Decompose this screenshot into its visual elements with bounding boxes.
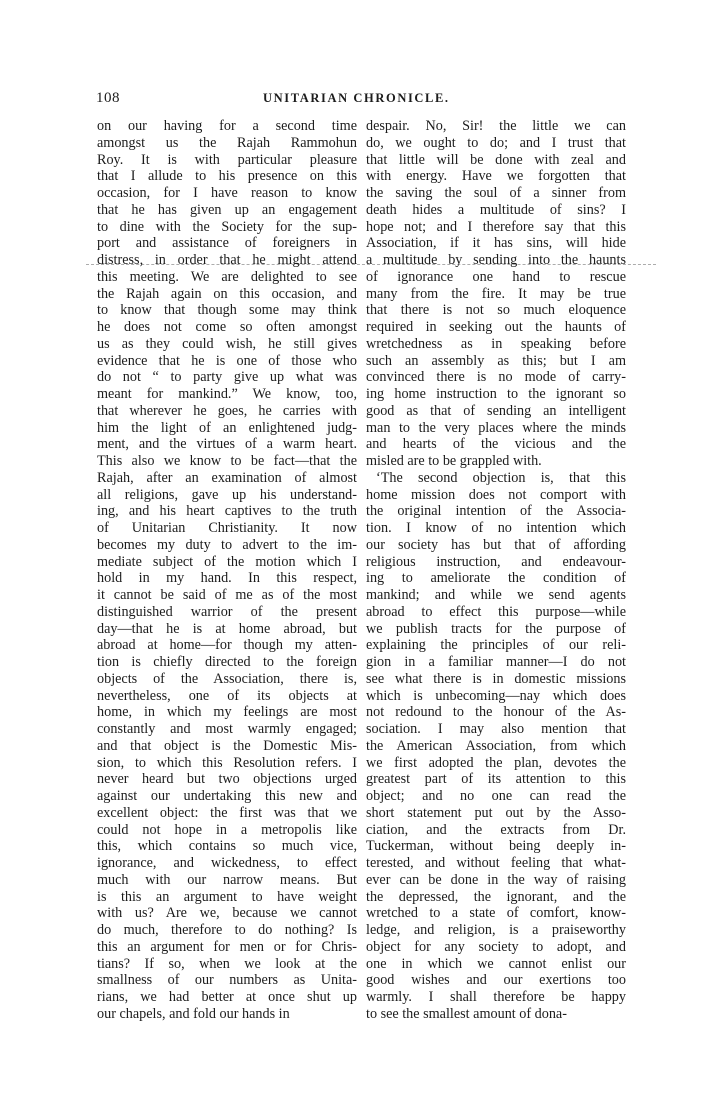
text-line: smallness of our numbers as Unita- (97, 972, 357, 989)
text-line: the American Association, from which (366, 737, 626, 754)
text-line: amongst us the Rajah Rammohun (97, 134, 357, 151)
text-line: Roy. It is with particular pleasure (97, 151, 357, 168)
text-line: much with our narrow means. But (97, 871, 357, 888)
text-line: never heard but two objections urged (97, 771, 357, 788)
text-line: man to the very places where the minds (366, 419, 626, 436)
text-line: do not “ to party give up what was (97, 369, 357, 386)
text-line: abroad to effect this purpose—while (366, 603, 626, 620)
text-line: ledge, and religion, is a praiseworthy (366, 922, 626, 938)
text-line: occasion, for I have reason to know (97, 185, 357, 201)
text-line: is this an argument to have weight (97, 888, 357, 905)
running-title: UNITARIAN CHRONICLE. (263, 91, 450, 105)
text-line: good as that of sending an intelligent (366, 402, 626, 419)
text-line: tion is chiefly directed to the foreign (97, 654, 357, 670)
text-line: home mission does not comport with (366, 486, 626, 503)
text-line: many from the fire. It may be true (366, 285, 626, 302)
text-line: not redound to the honour of the As- (366, 704, 626, 721)
text-line: becomes my duty to advert to the im- (97, 536, 357, 553)
text-line: of Unitarian Christianity. It now (97, 520, 357, 536)
text-line: to see the smallest amount of dona- (366, 1005, 567, 1022)
text-line: nevertheless, one of its objects at (97, 687, 357, 704)
text-line: excellent object: the first was that we (97, 804, 357, 821)
text-line: the Rajah again on this occasion, and (97, 285, 357, 302)
text-line: it cannot be said of me as of the most (97, 587, 357, 603)
text-line: gion in a familiar manner—I do not (366, 654, 626, 670)
text-line: constantly and most warmly engaged; (97, 721, 357, 737)
text-line: our society has but that of affording (366, 536, 626, 553)
text-line: to know that though some may think (97, 302, 357, 319)
text-line: objects of the Association, there is, (97, 670, 357, 687)
text-line: Tuckerman, without being deeply in- (366, 838, 626, 855)
text-line: ing home instruction to the ignorant so (366, 386, 626, 402)
left-column (97, 118, 357, 1023)
text-line: the saving the soul of a sinner from (366, 185, 626, 201)
text-line: ignorance, and wickedness, to effect (97, 855, 357, 871)
text-line: mediate subject of the motion which I (97, 553, 357, 570)
text-line: day—that he is at home abroad, but (97, 620, 357, 637)
text-line: ciation, and the extracts from Dr. (366, 821, 626, 838)
text-line: do much, therefore to do nothing? Is (97, 922, 357, 938)
text-line: religious instruction, and endeavour- (366, 553, 626, 570)
text-line: port and assistance of foreigners in (97, 235, 357, 252)
text-line: rians, we had better at once shut up (97, 989, 357, 1005)
text-line: This also we know to be fact—that the (97, 453, 357, 469)
right-column (366, 118, 626, 1023)
text-line: on our having for a second time (97, 118, 357, 134)
text-line: explaining the principles of our reli- (366, 637, 626, 654)
text-line: wretchedness as in speaking before (366, 335, 626, 352)
text-line: one in which we cannot enlist our (366, 955, 626, 972)
text-line: greatest part of its attention to this (366, 771, 626, 788)
text-line: with us? Are we, because we cannot (97, 905, 357, 922)
text-line: ing, and his heart captives to the truth (97, 503, 357, 520)
text-line: the original intention of the Associa- (366, 503, 626, 520)
text-line: death hides a multitude of sins? I (366, 201, 626, 218)
text-line: see what there is in domestic missions (366, 670, 626, 687)
text-line: home, in which my feelings are most (97, 704, 357, 721)
text-line: good wishes and our exertions too (366, 972, 626, 989)
text-line: ing to ameliorate the condition of (366, 570, 626, 587)
text-line: and hearts of the vicious and the (366, 436, 626, 453)
text-line: that wherever he goes, he carries with (97, 402, 357, 419)
text-line: hope not; and I therefore say that this (366, 218, 626, 235)
text-line: sociation. I may also mention that (366, 721, 626, 737)
text-line: terested, and without feeling that what- (366, 855, 626, 871)
text-line: abroad at home—for though my atten- (97, 637, 357, 654)
text-line: to dine with the Society for the sup- (97, 218, 357, 235)
text-line: required in seeking out the haunts of (366, 319, 626, 335)
text-line: which is unbecoming—nay which does (366, 687, 626, 704)
text-line: mankind; and while we send agents (366, 587, 626, 603)
text-line: meant for mankind.” We know, too, (97, 386, 357, 402)
text-line: despair. No, Sir! the little we can (366, 118, 626, 134)
text-line: tians? If so, when we look at the (97, 955, 357, 972)
text-line: him the light of an enlightened judg- (97, 419, 357, 436)
text-line: this, which contains so much vice, (97, 838, 357, 855)
text-line: distinguished warrior of the present (97, 603, 357, 620)
text-line: ever can be done in the way of raising (366, 871, 626, 888)
text-line: against our undertaking this new and (97, 788, 357, 804)
text-line: convinced there is no mode of carry- (366, 369, 626, 386)
text-line: we publish tracts for the purpose of (366, 620, 626, 637)
text-line: he does not come so often amongst (97, 319, 357, 335)
text-line: sion, to which this Resolution refers. I (97, 754, 357, 771)
page-header (96, 90, 636, 110)
text-line: a multitude by sending into the haunts (366, 252, 626, 268)
text-line: wretched to a state of comfort, know- (366, 905, 626, 922)
text-line: all religions, gave up his understand- (97, 486, 357, 503)
text-line: with energy. Have we forgotten that (366, 168, 626, 185)
text-line: such an assembly as this; but I am (366, 352, 626, 369)
text-line: that I allude to his presence on this (97, 168, 357, 185)
text-line: us as they could wish, he still gives (97, 335, 357, 352)
text-line: this an argument for men or for Chris- (97, 938, 357, 955)
text-line: distress, in order that he might attend (97, 252, 357, 268)
text-line: short statement put out by the Asso- (366, 804, 626, 821)
text-line: misled are to be grappled with. (366, 453, 542, 469)
text-line: that he has given up an engagement (97, 201, 357, 218)
text-line: could not hope in a metropolis like (97, 821, 357, 838)
text-line: Association, if it has sins, will hide (366, 235, 626, 252)
text-line: object; and no one can read the (366, 788, 626, 804)
text-line: do, we ought to do; and I trust that (366, 134, 626, 151)
text-line: and that object is the Domestic Mis- (97, 737, 357, 754)
text-line: object for any society to adopt, and (366, 938, 626, 955)
text-line: warmly. I shall therefore be happy (366, 989, 626, 1005)
text-line: that there is not so much eloquence (366, 302, 626, 319)
text-line: of ignorance one hand to rescue (366, 268, 626, 285)
text-line: Rajah, after an examination of almost (97, 469, 357, 486)
text-line: our chapels, and fold our hands in (97, 1005, 290, 1022)
text-line: ment, and the virtues of a warm heart. (97, 436, 357, 453)
text-line: ‘The second objection is, that this (376, 469, 626, 486)
page-number: 108 (96, 90, 120, 106)
text-line: this meeting. We are delighted to see (97, 268, 357, 285)
text-line: hold in my hand. In this respect, (97, 570, 357, 587)
text-line: we first adopted the plan, devotes the (366, 754, 626, 771)
text-line: the depressed, the ignorant, and the (366, 888, 626, 905)
text-line: evidence that he is one of those who (97, 352, 357, 369)
text-line: that little will be done with zeal and (366, 151, 626, 168)
text-line: tion. I know of no intention which (366, 520, 626, 536)
